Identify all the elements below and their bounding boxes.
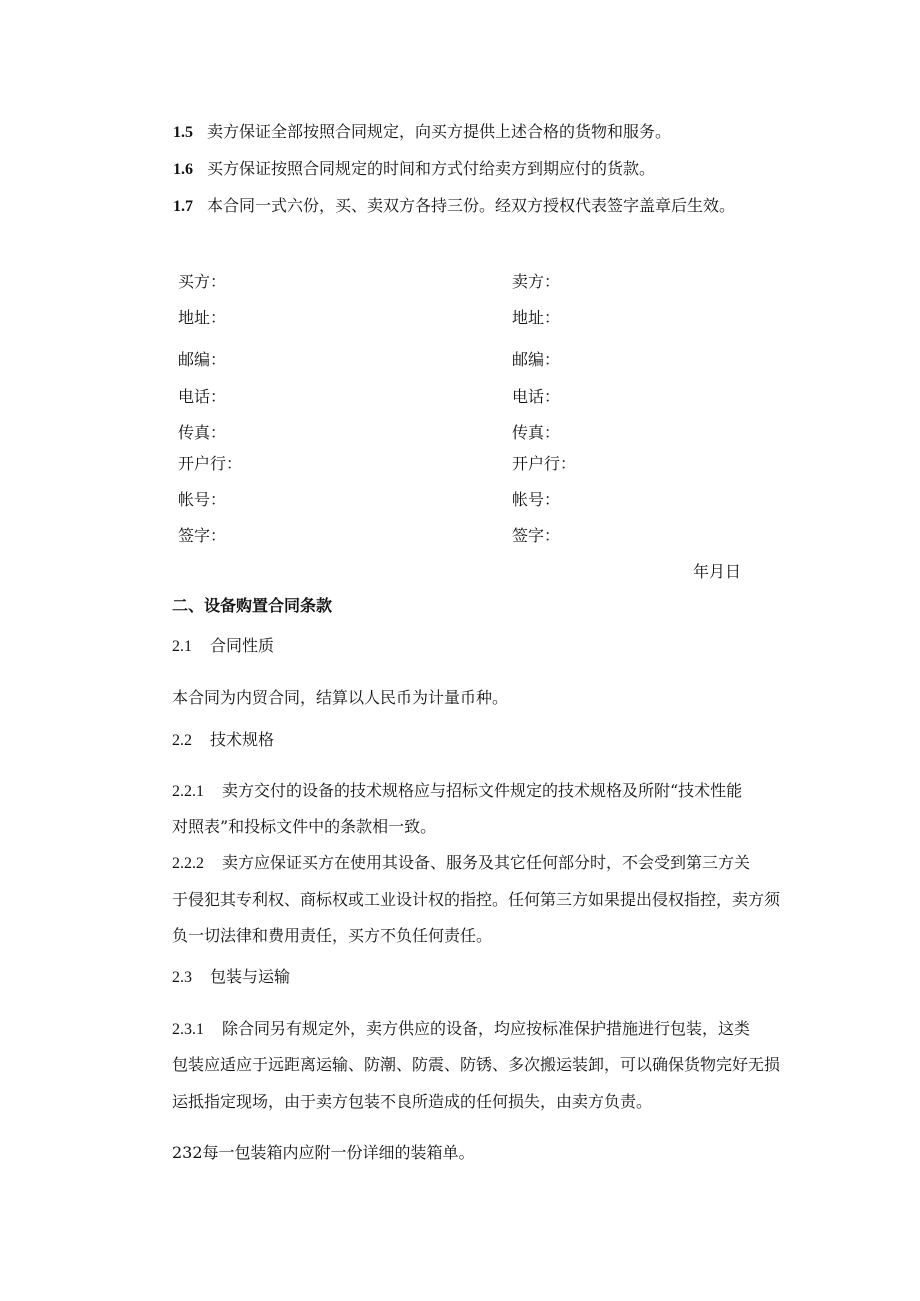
seller-address-label: 地址： [512, 308, 561, 327]
clause-text: 卖方应保证买方在使用其设备、服务及其它任何部分时，不会受到第三方关 [222, 853, 751, 872]
buyer-name-label: 买方： [178, 272, 227, 291]
subsection-2-1-body: 本合同为内贸合同，结算以人民币为计量币种。 [172, 688, 509, 707]
subsection-2-2-heading [172, 730, 274, 751]
subsection-title: 技术规格 [210, 730, 275, 749]
seller-phone-label: 电话： [512, 387, 561, 406]
buyer-address-label: 地址： [178, 308, 227, 327]
clause-number: 2.3.1 [172, 1021, 204, 1038]
clause-2-3-2: 232每一包装箱内应附一份详细的装箱单。 [172, 1143, 475, 1162]
clause-text: 本合同一式六份，买、卖双方各持三份。经双方授权代表签字盖章后生效。 [207, 196, 736, 215]
buyer-fax-label: 传真： [178, 423, 227, 442]
clause-1-5 [173, 122, 671, 143]
clause-number: 1.7 [173, 198, 193, 215]
clause-2-3-1-line-1 [172, 1019, 750, 1040]
subsection-title: 包装与运输 [210, 967, 291, 986]
seller-account-label: 帐号： [512, 490, 561, 509]
section-2-title: 二、设备购置合同条款 [172, 596, 333, 615]
clause-1-6 [173, 159, 655, 180]
clause-number: 2.2.1 [172, 783, 204, 800]
clause-2-3-1-line-2: 包装应适应于远距离运输、防潮、防震、防锈、多次搬运装卸，可以确保货物完好无损 [172, 1055, 781, 1074]
seller-fax-label: 传真： [512, 423, 561, 442]
clause-text: 卖方保证全部按照合同规定，向买方提供上述合格的货物和服务。 [207, 122, 672, 141]
buyer-account-label: 帐号： [178, 490, 227, 509]
buyer-bank-label: 开户行： [178, 454, 243, 473]
clause-number: 1.5 [173, 124, 193, 141]
buyer-signature-label: 签字： [178, 526, 227, 545]
seller-postcode-label: 邮编： [512, 350, 561, 369]
clause-2-2-1-line-1 [172, 781, 742, 802]
clause-2-2-2-line-2: 于侵犯其专利权、商标权或工业设计权的指控。任何第三方如果提出侵权指控，卖方须 [172, 890, 781, 909]
subsection-number: 2.3 [172, 969, 192, 986]
buyer-postcode-label: 邮编： [178, 350, 227, 369]
subsection-2-3-heading [172, 967, 290, 988]
clause-2-2-2-line-1 [172, 853, 750, 874]
buyer-phone-label: 电话： [178, 387, 227, 406]
clause-2-2-1-line-2: 对照表”和投标文件中的条款相一致。 [172, 817, 437, 836]
subsection-number: 2.2 [172, 732, 192, 749]
seller-name-label: 卖方： [512, 272, 561, 291]
clause-1-7 [173, 196, 735, 217]
clause-text: 除合同另有规定外，卖方供应的设备，均应按标准保护措施进行包装，这类 [222, 1019, 751, 1038]
seller-bank-label: 开户行： [512, 454, 577, 473]
subsection-2-1-heading [172, 636, 274, 657]
clause-text: 买方保证按照合同规定的时间和方式付给卖方到期应付的货款。 [207, 159, 656, 178]
clause-number: 2.2.2 [172, 855, 204, 872]
subsection-title: 合同性质 [210, 636, 275, 655]
subsection-number: 2.1 [172, 638, 192, 655]
clause-2-3-1-line-3: 运抵指定现场，由于卖方包装不良所造成的任何损失，由卖方负责。 [172, 1092, 653, 1111]
clause-text: 卖方交付的设备的技术规格应与招标文件规定的技术规格及所附“技术性能 [222, 781, 743, 800]
clause-number: 1.6 [173, 161, 193, 178]
clause-2-2-2-line-3: 负一切法律和费用责任，买方不负任何责任。 [172, 926, 493, 945]
signing-date: 年月日 [693, 562, 742, 581]
seller-signature-label: 签字： [512, 526, 561, 545]
